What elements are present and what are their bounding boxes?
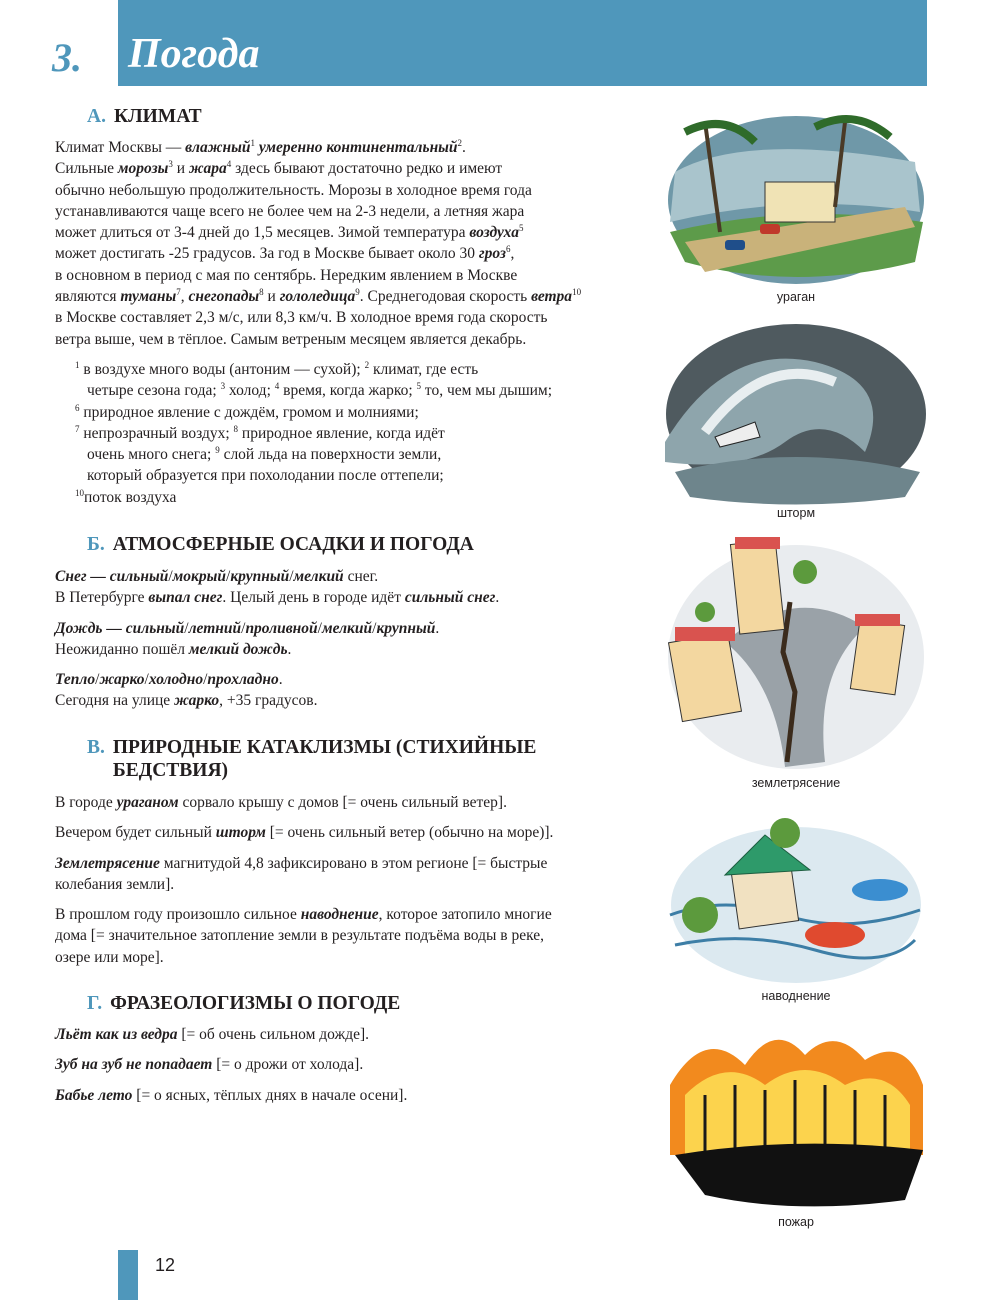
text-segment: [= о дрожи от холода]. bbox=[212, 1056, 364, 1074]
text-segment: сорвало крышу с домов [= очень сильный ветер]. bbox=[178, 794, 507, 811]
key-term: мокрый bbox=[172, 568, 226, 585]
key-term: Снег — сильный bbox=[55, 568, 169, 585]
key-term: жара bbox=[188, 160, 227, 178]
key-term: жарко bbox=[174, 692, 220, 710]
text-segment: и bbox=[263, 288, 280, 306]
footnote-marker: 6 bbox=[75, 402, 80, 413]
footnote-marker: 10 bbox=[75, 487, 84, 498]
fire-illustration bbox=[665, 1025, 927, 1213]
text-line bbox=[75, 402, 675, 423]
text-line bbox=[55, 822, 655, 843]
text-line bbox=[55, 1085, 655, 1106]
key-term: Бабье лето bbox=[55, 1086, 133, 1104]
chapter-header bbox=[118, 0, 927, 86]
cataclysm-examples bbox=[55, 792, 655, 977]
text-segment: . bbox=[462, 139, 466, 156]
footnote-marker: 7 bbox=[176, 286, 181, 297]
text-segment: , bbox=[180, 288, 189, 306]
text-segment: [= об очень сильном дожде]. bbox=[177, 1026, 370, 1043]
text-segment: слой льда на поверхности земли, bbox=[219, 446, 442, 464]
key-term: Зуб на зуб не попадает bbox=[55, 1056, 213, 1074]
text-segment: непрозрачный воздух; bbox=[79, 424, 234, 442]
key-term: наводнение bbox=[300, 906, 379, 924]
key-term: мелкий дождь bbox=[188, 640, 288, 658]
text-segment: . bbox=[435, 619, 440, 637]
text-line bbox=[55, 137, 655, 158]
text-line bbox=[55, 925, 655, 946]
footnote-marker: 2 bbox=[457, 137, 463, 148]
section-letter: В. bbox=[87, 737, 105, 758]
paragraph bbox=[55, 1085, 655, 1106]
text-segment: , +35 градусов. bbox=[219, 692, 318, 710]
text-line bbox=[55, 904, 655, 925]
text-segment: / bbox=[317, 619, 322, 637]
text-segment: время, когда жарко; bbox=[279, 382, 417, 400]
text-line bbox=[55, 243, 655, 264]
text-segment: природное явление с дождём, громом и молниями; bbox=[79, 403, 419, 421]
text-line bbox=[75, 359, 675, 380]
section-a-heading bbox=[87, 105, 202, 128]
key-term: туманы bbox=[120, 288, 177, 306]
section-letter: А. bbox=[87, 106, 106, 127]
key-term: жарко bbox=[99, 671, 145, 689]
paragraph bbox=[55, 853, 655, 896]
text-segment: то, чем мы дышим; bbox=[421, 382, 553, 400]
text-line bbox=[55, 690, 655, 711]
text-segment: [= о ясных, тёплых днях в начале осени]. bbox=[132, 1086, 408, 1104]
section-v-heading bbox=[87, 736, 536, 782]
text-segment: который образуется при похолодании после оттепели; bbox=[87, 467, 444, 485]
text-segment: Сильные bbox=[55, 160, 118, 178]
paragraph bbox=[55, 904, 655, 968]
text-line bbox=[55, 587, 655, 608]
idioms-list bbox=[55, 1024, 655, 1115]
text-segment: . Среднегодовая скорость bbox=[359, 288, 532, 306]
key-term: крупный bbox=[376, 619, 436, 637]
text-segment: дома [= значительное затопление земли в результате подъёма воды в реке, bbox=[55, 927, 544, 945]
text-segment: Климат Москвы — bbox=[55, 139, 186, 156]
text-segment: . Целый день в городе идёт bbox=[222, 589, 405, 607]
text-segment: холод; bbox=[225, 382, 275, 400]
text-segment: Вечером будет сильный bbox=[55, 824, 216, 842]
text-segment: / bbox=[168, 568, 173, 585]
footnote-marker: 5 bbox=[416, 381, 421, 392]
text-segment: / bbox=[144, 671, 149, 689]
key-term: умеренно континентальный bbox=[258, 139, 458, 156]
footnote-marker: 4 bbox=[274, 381, 280, 392]
text-segment: , которое затопило многие bbox=[378, 906, 552, 924]
footnote-marker: 1 bbox=[250, 137, 255, 148]
footnote-marker: 1 bbox=[75, 359, 80, 370]
section-title: ФРАЗЕОЛОГИЗМЫ О ПОГОДЕ bbox=[110, 993, 401, 1014]
page-number: 12 bbox=[155, 1255, 176, 1275]
text-line bbox=[75, 423, 675, 444]
key-term: ураганом bbox=[116, 794, 179, 811]
key-term: проливной bbox=[245, 619, 318, 637]
section-title: КЛИМАТ bbox=[113, 106, 202, 127]
text-segment: В городе bbox=[55, 794, 117, 811]
paragraph bbox=[55, 1024, 655, 1045]
footnote-marker: 8 bbox=[233, 423, 239, 434]
footnote-marker: 9 bbox=[355, 286, 360, 297]
paragraph bbox=[55, 1054, 655, 1075]
text-segment: Неожиданно пошёл bbox=[55, 640, 189, 658]
text-segment: природное явление, когда идёт bbox=[238, 424, 445, 442]
paragraph bbox=[55, 566, 655, 609]
text-segment: В Петербурге bbox=[55, 589, 149, 607]
text-line bbox=[55, 201, 655, 222]
text-line bbox=[55, 639, 655, 660]
footnote-marker: 4 bbox=[226, 159, 232, 170]
text-line bbox=[55, 180, 655, 201]
section-title: АТМОСФЕРНЫЕ ОСАДКИ И ПОГОДА bbox=[112, 534, 474, 555]
footnote-marker: 10 bbox=[572, 286, 582, 297]
text-line bbox=[55, 792, 655, 813]
text-segment: / bbox=[95, 671, 100, 689]
text-line bbox=[55, 947, 655, 968]
footnote-marker: 9 bbox=[215, 445, 220, 456]
key-term: прохладно bbox=[207, 671, 279, 689]
text-segment: устанавливаются чаще всего не более чем на 2-3 недели, а летняя жара bbox=[55, 202, 525, 220]
key-term: ветра bbox=[531, 288, 573, 306]
key-term: летний bbox=[188, 619, 242, 637]
key-term: крупный bbox=[230, 568, 290, 585]
section-letter: Б. bbox=[87, 534, 105, 555]
key-term: холодно bbox=[148, 671, 204, 689]
climate-paragraph bbox=[55, 137, 655, 350]
key-term: мелкий bbox=[321, 619, 373, 637]
text-segment: являются bbox=[55, 288, 121, 306]
paragraph bbox=[55, 822, 655, 843]
text-segment: в воздухе много воды (антоним — сухой); bbox=[79, 361, 365, 378]
precipitation-examples bbox=[55, 566, 655, 721]
text-segment: обычно небольшую продолжительность. Морозы в холодное время года bbox=[55, 181, 532, 199]
key-term: гроз bbox=[478, 245, 506, 263]
text-line bbox=[55, 853, 655, 874]
text-segment: в Москве составляет 2,3 м/с, или 8,3 км/ч. В холодное время года скорость bbox=[55, 309, 548, 327]
text-segment: четыре сезона года; bbox=[87, 382, 221, 400]
key-term: снегопады bbox=[188, 288, 260, 306]
illustration-caption: пожар bbox=[778, 1215, 814, 1229]
section-g-heading bbox=[87, 992, 400, 1015]
text-segment: в основном в период с мая по сентябрь. Нередким явлением в Москве bbox=[55, 266, 518, 284]
text-line bbox=[55, 307, 655, 328]
text-segment: , bbox=[510, 245, 515, 263]
paragraph bbox=[55, 792, 655, 813]
text-segment: / bbox=[226, 568, 231, 585]
key-term: Дождь — сильный bbox=[55, 619, 185, 637]
section-title bbox=[113, 736, 537, 782]
text-segment: здесь бывают достаточно редко и имеют bbox=[231, 160, 503, 178]
flood-illustration bbox=[665, 815, 927, 987]
footnote-marker: 8 bbox=[259, 286, 264, 297]
text-line bbox=[55, 329, 655, 350]
text-segment: магнитудой 4,8 зафиксировано в этом регионе [= быстрые bbox=[159, 854, 548, 872]
title-line: ПРИРОДНЫЕ КАТАКЛИЗМЫ (СТИХИЙНЫЕ bbox=[112, 737, 537, 758]
text-segment: озере или море]. bbox=[55, 948, 164, 966]
key-term: морозы bbox=[117, 160, 169, 178]
text-segment: может длиться от 3-4 дней до 1,5 месяцев. Зимой температура bbox=[55, 224, 470, 242]
text-segment: колебания земли]. bbox=[55, 875, 175, 893]
text-segment: очень много снега; bbox=[87, 446, 216, 464]
text-segment: климат, где есть bbox=[369, 361, 479, 378]
text-segment: поток воздуха bbox=[84, 488, 177, 506]
illustration-caption: землетрясение bbox=[751, 776, 841, 790]
text-line bbox=[55, 618, 655, 639]
paragraph bbox=[55, 669, 655, 712]
footnote-marker: 6 bbox=[505, 244, 511, 255]
footnote-marker: 5 bbox=[518, 223, 524, 234]
text-segment: / bbox=[184, 619, 189, 637]
text-line bbox=[75, 487, 675, 508]
key-term: мелкий bbox=[293, 568, 344, 585]
text-segment: . bbox=[495, 589, 500, 607]
section-b-heading bbox=[87, 533, 474, 556]
key-term: воздуха bbox=[469, 224, 519, 242]
text-line bbox=[55, 874, 655, 895]
footnote-marker: 3 bbox=[220, 381, 226, 392]
key-term: шторм bbox=[215, 824, 266, 842]
key-term: Тепло bbox=[55, 671, 96, 689]
text-line bbox=[75, 380, 675, 401]
text-segment: . bbox=[287, 640, 292, 658]
illustration-caption: шторм bbox=[776, 506, 816, 520]
text-segment: В прошлом году произошло сильное bbox=[55, 906, 301, 924]
chapter-number: 3. bbox=[52, 35, 82, 80]
key-term: Льёт как из ведра bbox=[55, 1026, 178, 1043]
text-segment: снег. bbox=[343, 568, 379, 585]
text-line bbox=[75, 444, 675, 465]
text-segment: / bbox=[289, 568, 294, 585]
footnote-marker: 3 bbox=[168, 159, 173, 170]
footnote-marker: 2 bbox=[364, 359, 370, 370]
title-line: БЕДСТВИЯ) bbox=[112, 760, 229, 781]
key-term: гололедица bbox=[279, 288, 356, 306]
text-line bbox=[55, 222, 655, 243]
text-segment: ветра выше, чем в тёплое. Самым ветреным месяцем является декабрь. bbox=[55, 330, 527, 348]
text-segment: . bbox=[278, 671, 283, 689]
footnote-marker: 7 bbox=[75, 423, 80, 434]
text-segment: [= очень сильный ветер (обычно на море)]. bbox=[265, 824, 554, 842]
storm-illustration bbox=[665, 322, 927, 507]
key-term: Землетрясение bbox=[55, 854, 160, 872]
text-segment: / bbox=[203, 671, 208, 689]
key-term: выпал снег bbox=[148, 589, 223, 607]
hurricane-illustration bbox=[665, 112, 927, 287]
text-line bbox=[55, 286, 655, 307]
text-line bbox=[55, 265, 655, 286]
chapter-title: Погода bbox=[128, 31, 260, 77]
paragraph bbox=[55, 618, 655, 661]
text-line bbox=[55, 566, 655, 587]
text-line bbox=[55, 1024, 655, 1045]
text-segment: может достигать -25 градусов. За год в Москве бывает около 30 bbox=[55, 245, 479, 263]
text-segment: / bbox=[241, 619, 246, 637]
text-line bbox=[75, 465, 675, 486]
text-line bbox=[55, 669, 655, 690]
section-letter: Г. bbox=[87, 993, 103, 1014]
text-segment: / bbox=[372, 619, 377, 637]
text-line bbox=[55, 158, 655, 179]
key-term: влажный bbox=[185, 139, 251, 156]
text-line bbox=[55, 1054, 655, 1075]
key-term: сильный снег bbox=[404, 589, 496, 607]
text-segment: и bbox=[172, 160, 189, 178]
page-number-bar bbox=[118, 1250, 138, 1300]
illustration-caption: ураган bbox=[776, 290, 816, 304]
earthquake-illustration bbox=[665, 532, 927, 772]
text-segment: Сегодня на улице bbox=[55, 692, 175, 710]
illustration-caption: наводнение bbox=[761, 989, 831, 1003]
footnotes bbox=[55, 359, 675, 508]
